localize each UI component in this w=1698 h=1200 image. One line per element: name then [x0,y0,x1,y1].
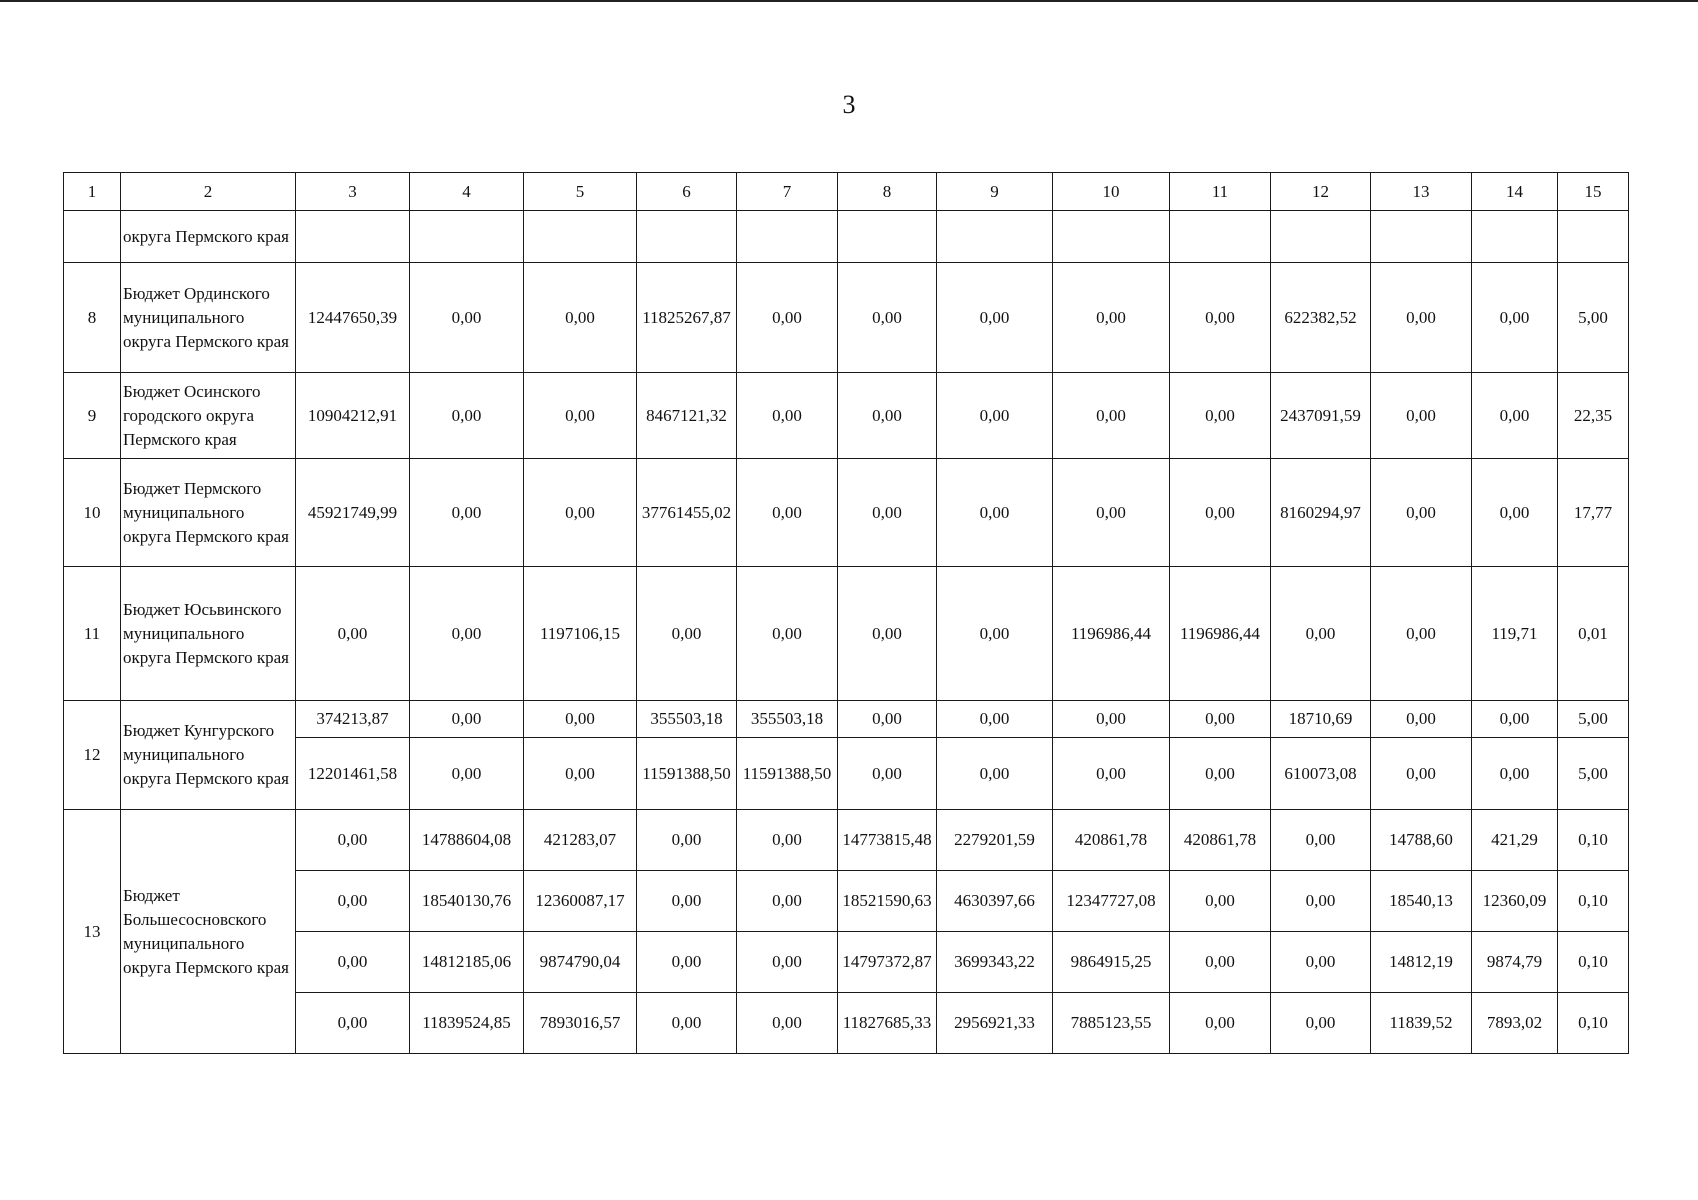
value-cell: 18521590,63 [838,871,937,932]
column-number-header: 3 [296,173,410,211]
value-cell: 0,00 [410,459,524,567]
value-cell: 0,00 [296,810,410,871]
value-cell [937,211,1053,263]
value-cell: 0,00 [1271,932,1371,993]
value-cell: 0,00 [637,810,737,871]
value-cell: 1196986,44 [1170,567,1271,701]
table-row [64,993,1629,1054]
value-cell [524,211,637,263]
value-cell: 22,35 [1558,373,1629,459]
value-cell: 8467121,32 [637,373,737,459]
value-cell: 37761455,02 [637,459,737,567]
value-cell: 0,00 [1170,263,1271,373]
value-cell: 0,00 [838,701,937,738]
value-cell: 0,00 [838,459,937,567]
value-cell: 0,00 [410,373,524,459]
column-number-header: 1 [64,173,121,211]
value-cell: 622382,52 [1271,263,1371,373]
value-cell: 0,00 [296,932,410,993]
value-cell: 0,00 [1170,993,1271,1054]
value-cell: 0,00 [1053,459,1170,567]
row-number-cell: 10 [64,459,121,567]
value-cell: 0,00 [1053,263,1170,373]
value-cell: 0,00 [1170,932,1271,993]
value-cell: 0,01 [1558,567,1629,701]
value-cell: 0,00 [1271,810,1371,871]
row-name-cell: округа Пермского края [121,211,296,263]
value-cell: 5,00 [1558,738,1629,810]
value-cell: 420861,78 [1053,810,1170,871]
value-cell: 0,00 [1271,567,1371,701]
value-cell: 11839524,85 [410,993,524,1054]
value-cell: 0,00 [737,459,838,567]
value-cell: 9864915,25 [1053,932,1170,993]
value-cell: 355503,18 [737,701,838,738]
value-cell: 18710,69 [1271,701,1371,738]
value-cell: 11591388,50 [737,738,838,810]
value-cell: 0,00 [637,932,737,993]
value-cell: 0,00 [1472,459,1558,567]
value-cell: 11827685,33 [838,993,937,1054]
value-cell: 14812,19 [1371,932,1472,993]
value-cell: 0,00 [1472,738,1558,810]
value-cell [1558,211,1629,263]
value-cell: 7893016,57 [524,993,637,1054]
column-number-header: 15 [1558,173,1629,211]
row-number-cell: 8 [64,263,121,373]
value-cell: 2437091,59 [1271,373,1371,459]
value-cell: 0,00 [737,993,838,1054]
row-name-cell: Бюджет Пермского муниципального округа Пермского края [121,459,296,567]
value-cell: 10904212,91 [296,373,410,459]
value-cell: 0,00 [1371,567,1472,701]
value-cell: 0,00 [838,738,937,810]
column-number-header: 11 [1170,173,1271,211]
value-cell: 0,00 [1472,263,1558,373]
value-cell: 0,00 [937,459,1053,567]
value-cell: 355503,18 [637,701,737,738]
value-cell: 0,10 [1558,871,1629,932]
value-cell: 0,00 [1170,871,1271,932]
value-cell: 0,00 [637,871,737,932]
table-row [64,263,1629,373]
header-row [64,173,1629,211]
value-cell: 11825267,87 [637,263,737,373]
value-cell [410,211,524,263]
value-cell: 12201461,58 [296,738,410,810]
value-cell: 0,00 [524,701,637,738]
value-cell [1170,211,1271,263]
value-cell: 0,00 [1271,993,1371,1054]
value-cell: 12360,09 [1472,871,1558,932]
continuation-row [64,211,1629,263]
value-cell: 0,00 [410,263,524,373]
value-cell: 14788,60 [1371,810,1472,871]
value-cell: 0,00 [838,263,937,373]
value-cell: 7885123,55 [1053,993,1170,1054]
value-cell: 0,00 [737,373,838,459]
value-cell: 0,00 [737,871,838,932]
row-number-cell [64,211,121,263]
budget-table [63,172,1629,1054]
value-cell: 0,00 [937,567,1053,701]
value-cell: 0,10 [1558,932,1629,993]
table-row [64,567,1629,701]
value-cell: 0,00 [1053,373,1170,459]
value-cell: 14797372,87 [838,932,937,993]
value-cell: 14812185,06 [410,932,524,993]
value-cell: 11591388,50 [637,738,737,810]
value-cell [737,211,838,263]
value-cell: 0,00 [410,701,524,738]
value-cell: 0,00 [1371,459,1472,567]
column-number-header: 14 [1472,173,1558,211]
table-row [64,932,1629,993]
value-cell: 12347727,08 [1053,871,1170,932]
value-cell: 8160294,97 [1271,459,1371,567]
value-cell: 0,00 [937,738,1053,810]
value-cell: 420861,78 [1170,810,1271,871]
value-cell [1371,211,1472,263]
table-row [64,459,1629,567]
row-number-cell: 11 [64,567,121,701]
value-cell: 0,00 [1371,738,1472,810]
value-cell: 4630397,66 [937,871,1053,932]
table-row [64,871,1629,932]
value-cell [1053,211,1170,263]
value-cell: 0,00 [737,810,838,871]
value-cell: 0,00 [524,263,637,373]
value-cell: 0,10 [1558,810,1629,871]
value-cell: 45921749,99 [296,459,410,567]
value-cell: 0,00 [1472,373,1558,459]
value-cell: 0,00 [937,263,1053,373]
value-cell: 9874790,04 [524,932,637,993]
value-cell: 119,71 [1472,567,1558,701]
value-cell: 0,00 [1053,701,1170,738]
value-cell: 0,00 [296,993,410,1054]
value-cell: 0,00 [838,567,937,701]
value-cell: 0,00 [524,738,637,810]
value-cell: 1197106,15 [524,567,637,701]
row-name-cell: Бюджет Большесосновского муниципального округа Пермского края [121,810,296,1054]
value-cell: 14788604,08 [410,810,524,871]
value-cell: 0,00 [737,567,838,701]
value-cell: 3699343,22 [937,932,1053,993]
row-number-cell: 13 [64,810,121,1054]
value-cell: 0,00 [737,263,838,373]
column-number-header: 9 [937,173,1053,211]
value-cell: 0,00 [410,567,524,701]
column-number-header: 8 [838,173,937,211]
value-cell [296,211,410,263]
value-cell: 2279201,59 [937,810,1053,871]
value-cell: 17,77 [1558,459,1629,567]
column-number-header: 7 [737,173,838,211]
value-cell: 9874,79 [1472,932,1558,993]
value-cell: 610073,08 [1271,738,1371,810]
value-cell: 18540,13 [1371,871,1472,932]
value-cell: 11839,52 [1371,993,1472,1054]
table-body [64,173,1629,1054]
value-cell: 421283,07 [524,810,637,871]
value-cell: 2956921,33 [937,993,1053,1054]
value-cell: 0,00 [838,373,937,459]
value-cell: 421,29 [1472,810,1558,871]
table-row [64,810,1629,871]
column-number-header: 12 [1271,173,1371,211]
value-cell: 0,00 [737,932,838,993]
column-number-header: 10 [1053,173,1170,211]
value-cell [1271,211,1371,263]
value-cell: 0,00 [1170,738,1271,810]
value-cell: 0,00 [296,567,410,701]
value-cell: 0,00 [1170,459,1271,567]
row-name-cell: Бюджет Ординского муниципального округа Пермского края [121,263,296,373]
value-cell: 0,00 [1170,701,1271,738]
column-number-header: 4 [410,173,524,211]
row-name-cell: Бюджет Юсьвинского муниципального округа Пермского края [121,567,296,701]
value-cell: 12360087,17 [524,871,637,932]
column-number-header: 5 [524,173,637,211]
value-cell: 0,00 [1170,373,1271,459]
column-number-header: 2 [121,173,296,211]
value-cell: 7893,02 [1472,993,1558,1054]
table-row [64,373,1629,459]
value-cell: 0,00 [637,567,737,701]
value-cell: 0,00 [1371,373,1472,459]
page-number: 3 [842,90,856,119]
column-number-header: 6 [637,173,737,211]
row-name-cell: Бюджет Кунгурского муниципального округа Пермского края [121,701,296,810]
row-number-cell: 12 [64,701,121,810]
row-name-cell: Бюджет Осинского городского округа Пермского края [121,373,296,459]
value-cell [838,211,937,263]
value-cell: 18540130,76 [410,871,524,932]
column-number-header: 13 [1371,173,1472,211]
value-cell: 0,00 [937,373,1053,459]
value-cell: 0,00 [296,871,410,932]
value-cell: 14773815,48 [838,810,937,871]
value-cell: 0,00 [524,373,637,459]
value-cell: 0,00 [410,738,524,810]
value-cell: 1196986,44 [1053,567,1170,701]
value-cell: 374213,87 [296,701,410,738]
value-cell: 0,00 [1371,263,1472,373]
value-cell: 0,10 [1558,993,1629,1054]
table-row [64,701,1629,738]
value-cell: 0,00 [524,459,637,567]
value-cell [637,211,737,263]
value-cell: 0,00 [1053,738,1170,810]
scan-top-edge [0,0,1698,2]
table-row [64,738,1629,810]
value-cell [1472,211,1558,263]
value-cell: 0,00 [1271,871,1371,932]
row-number-cell: 9 [64,373,121,459]
value-cell: 0,00 [1371,701,1472,738]
value-cell: 5,00 [1558,263,1629,373]
value-cell: 5,00 [1558,701,1629,738]
value-cell: 0,00 [937,701,1053,738]
value-cell: 0,00 [637,993,737,1054]
value-cell: 12447650,39 [296,263,410,373]
value-cell: 0,00 [1472,701,1558,738]
